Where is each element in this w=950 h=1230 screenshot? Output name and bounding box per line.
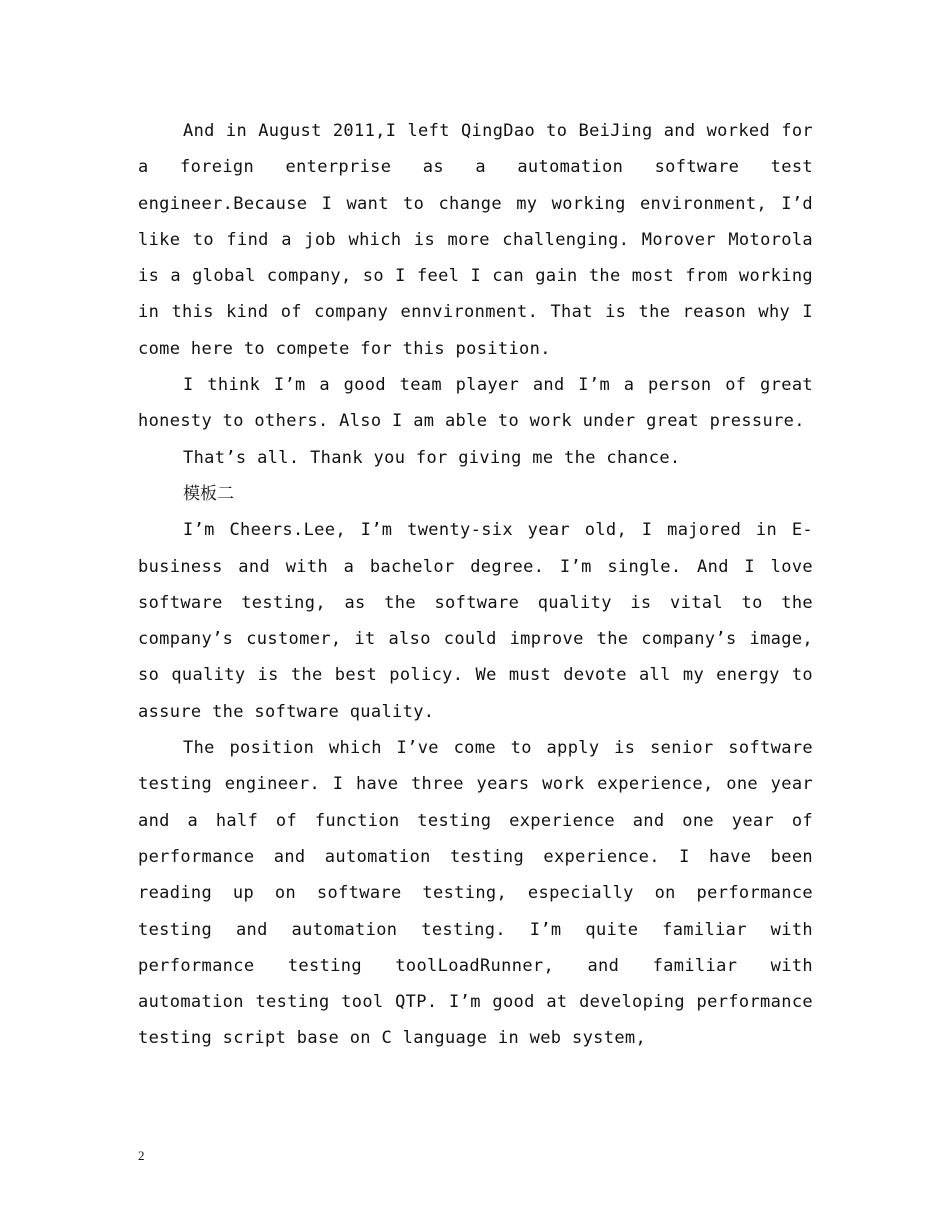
document-body [138,113,813,1057]
paragraph-team-player: I think I’m a good team player and I’m a person of great honesty to others. Also I am able to work under great pressure. [138,375,813,432]
paragraph-thanks: That’s all. Thank you for giving me the chance. [183,447,681,468]
paragraph-work-history: And in August 2011,I left QingDao to BeiJing and worked for a foreign enterprise as a automation software test engineer.Because I want to change my working environment, I’d like to find a job which is more challenging. Morover Motorola is a global company, so I feel I can gain the most from working in this kind of company ennvironment. That is the reason why I come here to compete for this position. [138,121,813,359]
page-number: 2 [138,1148,145,1163]
paragraph-introduction: I’m Cheers.Lee, I’m twenty-six year old, I majored in E-business and with a bachelor degree. I’m single. And I love software testing, as the software quality is vital to the company’s customer, it also could improve the company’s image, so quality is the best policy. We must devote all my energy to assure the software quality. [138,520,813,722]
section-heading-template-two: 模板二 [183,483,234,504]
paragraph-position: The position which I’ve come to apply is senior software testing engineer. I have three years work experience, one year and a half of function testing experience and one year of performance and automation testing experience. I have been reading up on software testing, especially on performance testing and automation testing. I’m quite familiar with performance testing toolLoadRunner, and familiar with automation testing tool QTP. I’m good at developing performance testing script base on C language in web system, [138,738,813,1049]
